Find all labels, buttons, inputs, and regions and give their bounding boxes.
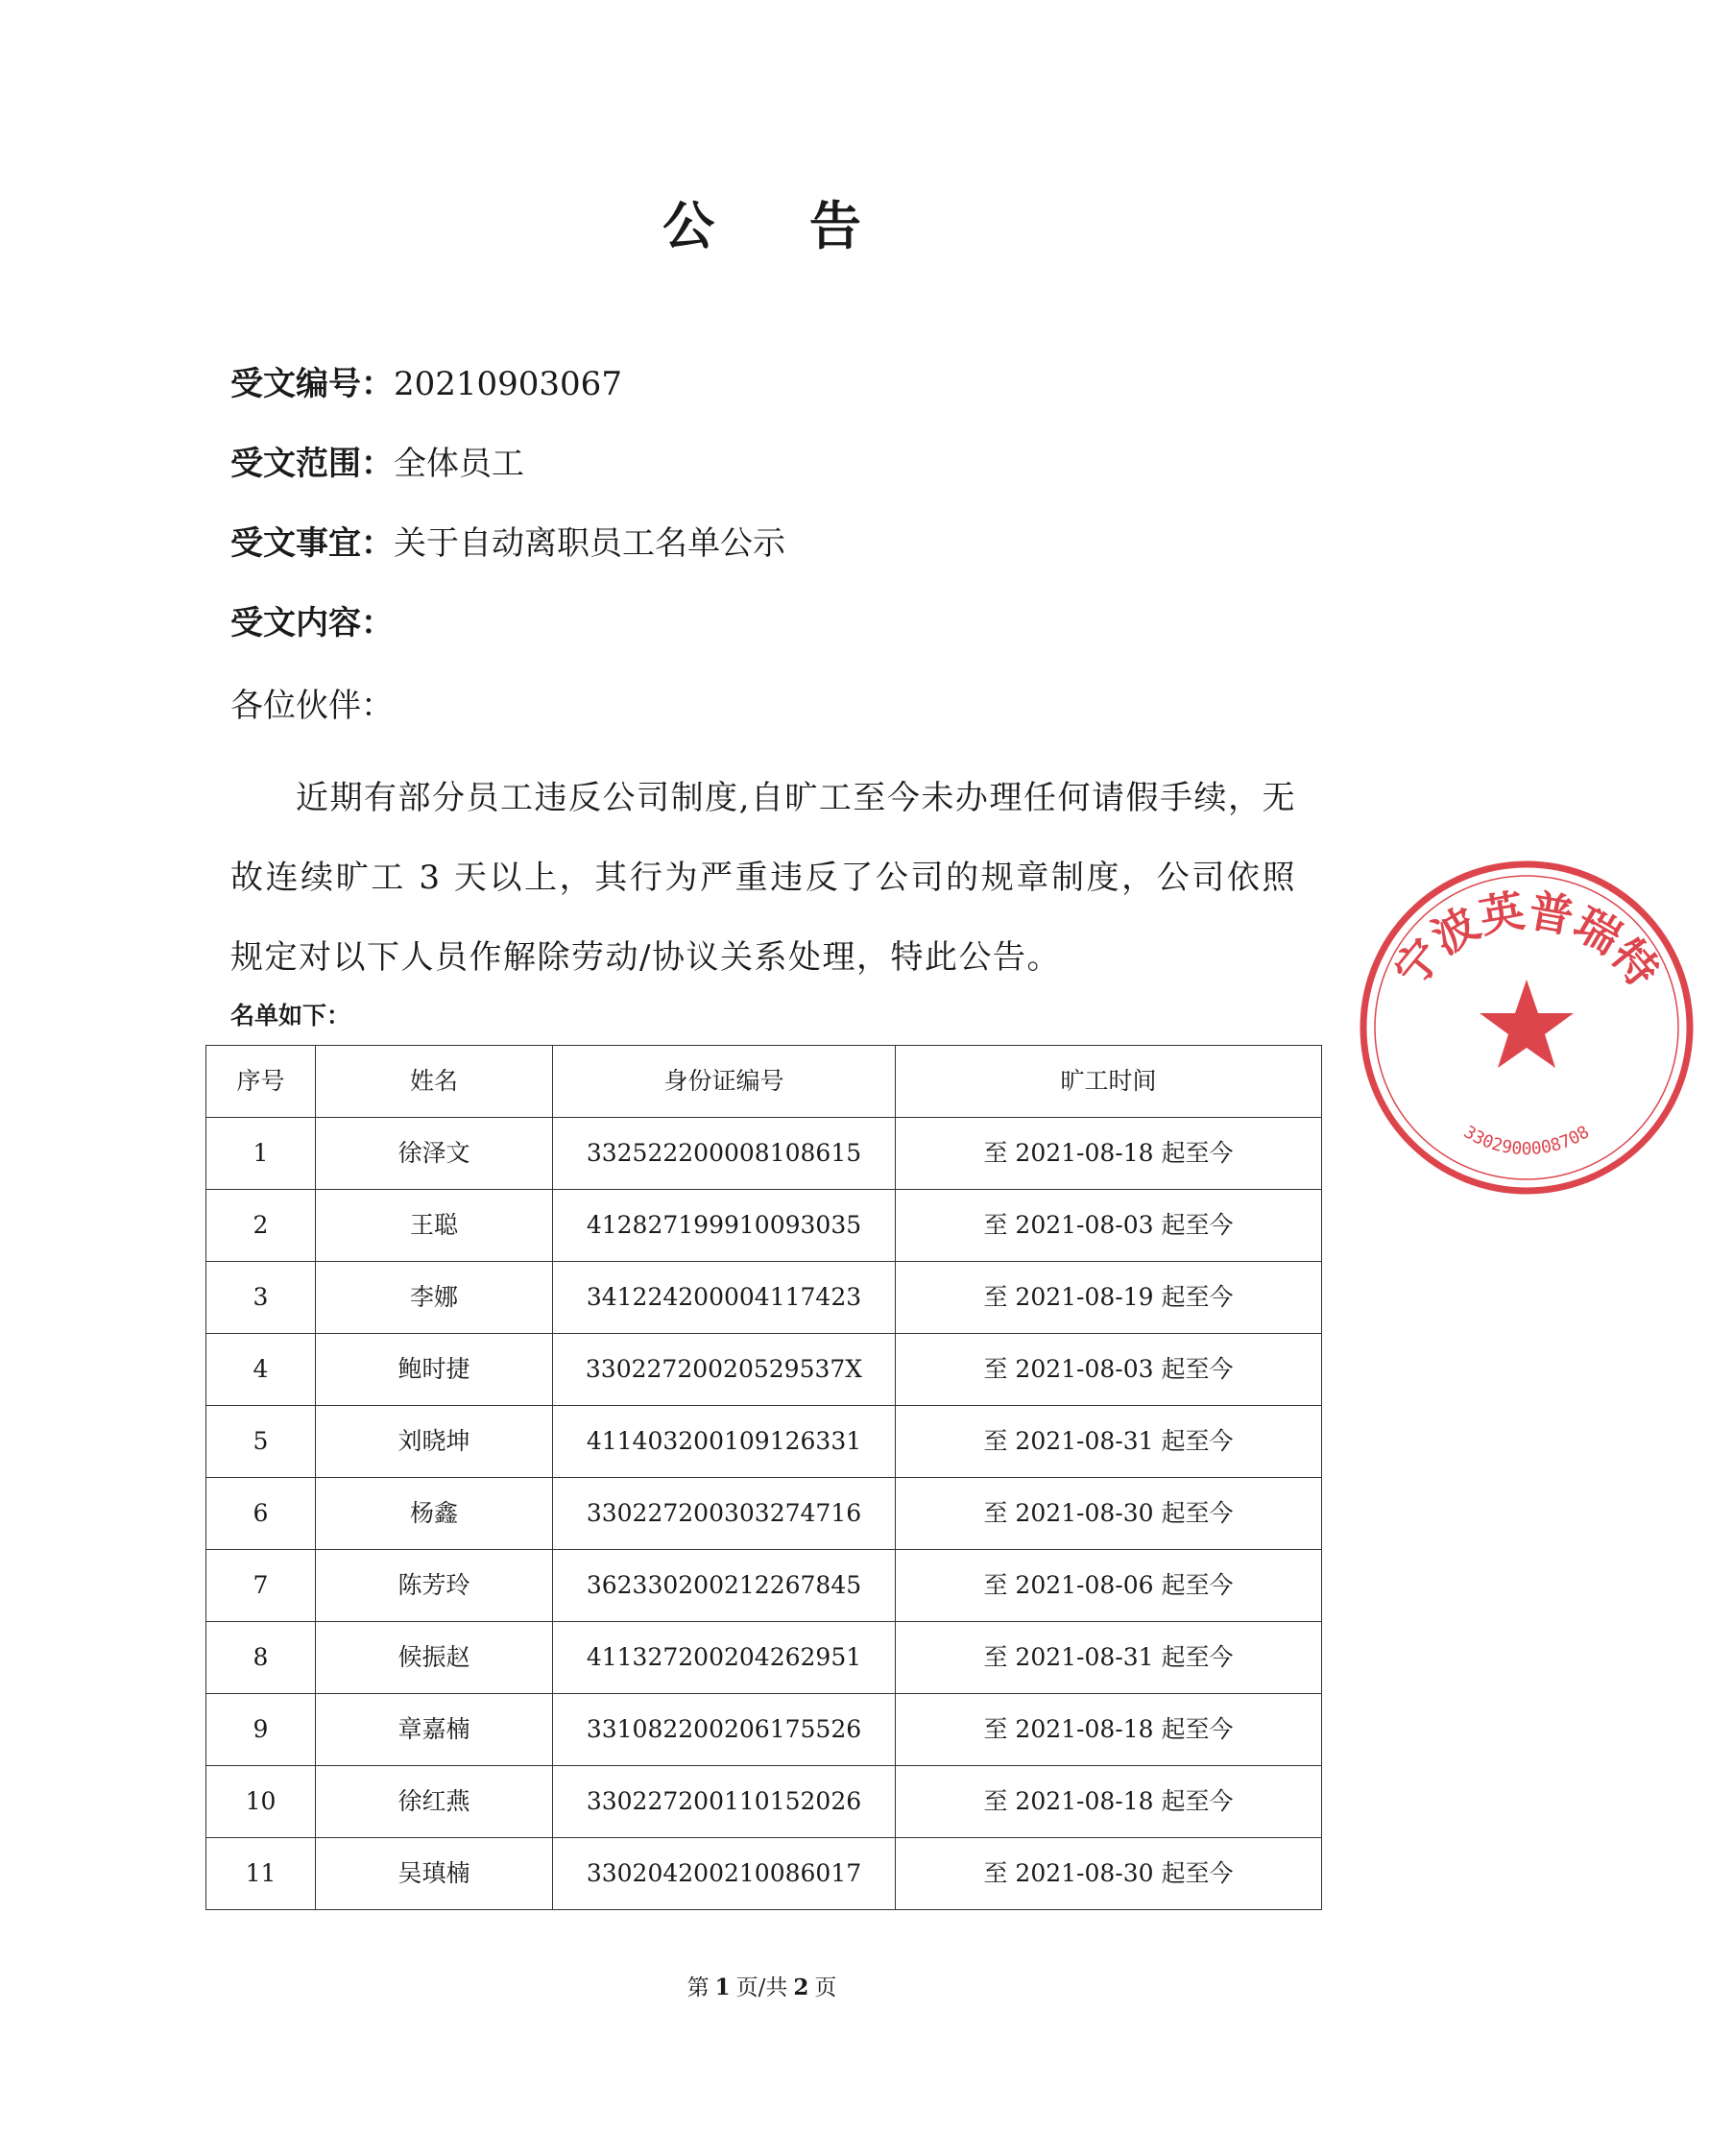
scope-line [230,440,524,488]
cell-index: 10 [206,1766,316,1838]
body-paragraph: 近期有部分员工违反公司制度,自旷工至今未办理任何请假手续，无故连续旷工 3 天以上，其行为严重违反了公司的规章制度，公司依照规定对以下人员作解除劳动/协议关系处理，特此公告。 [230,779,1296,977]
cell-name: 刘晓坤 [316,1406,553,1478]
scope-value: 全体员工 [394,445,524,483]
cell-index: 6 [206,1478,316,1550]
subject-value: 关于自动离职员工名单公示 [394,524,785,563]
seal-star-icon [1480,980,1574,1068]
cell-absence-time: 至 2021-08-03 起至今 [896,1190,1322,1262]
table-header-row [206,1046,1322,1118]
header-index: 序号 [206,1046,316,1118]
cell-index: 8 [206,1622,316,1694]
cell-absence-time: 至 2021-08-03 起至今 [896,1334,1322,1406]
cell-name: 徐红燕 [316,1766,553,1838]
footer-page-number: 1 [714,1974,731,2000]
cell-name: 鲍时捷 [316,1334,553,1406]
footer-middle: 页/共 [735,1975,788,2000]
cell-name: 李娜 [316,1262,553,1334]
table-row [206,1478,1322,1550]
cell-name: 王聪 [316,1190,553,1262]
table-row [206,1190,1322,1262]
cell-absence-time: 至 2021-08-31 起至今 [896,1622,1322,1694]
cell-id-number: 411403200109126331 [553,1406,896,1478]
cell-id-number: 330227200110152026 [553,1766,896,1838]
table-row [206,1406,1322,1478]
seal-company-name: 宁波英普瑞特 [1384,884,1670,997]
cell-index: 11 [206,1838,316,1910]
cell-id-number: 33022720020529537X [553,1334,896,1406]
table-row [206,1262,1322,1334]
cell-name: 陈芳玲 [316,1550,553,1622]
cell-name: 章嘉楠 [316,1694,553,1766]
list-caption: 名单如下： [230,1002,351,1030]
cell-id-number: 341224200004117423 [553,1262,896,1334]
doc-number-label: 受文编号： [230,365,394,403]
cell-id-number: 331082200206175526 [553,1694,896,1766]
cell-index: 2 [206,1190,316,1262]
cell-name: 杨鑫 [316,1478,553,1550]
cell-absence-time: 至 2021-08-18 起至今 [896,1694,1322,1766]
cell-id-number: 412827199910093035 [553,1190,896,1262]
cell-index: 5 [206,1406,316,1478]
cell-absence-time: 至 2021-08-30 起至今 [896,1838,1322,1910]
footer-suffix: 页 [814,1975,837,2000]
table-row [206,1334,1322,1406]
cell-id-number: 330204200210086017 [553,1838,896,1910]
footer-total-pages: 2 [793,1974,809,2000]
header-absence-time: 旷工时间 [896,1046,1322,1118]
salutation: 各位伙伴： [230,687,394,725]
cell-absence-time: 至 2021-08-18 起至今 [896,1118,1322,1190]
header-id-number: 身份证编号 [553,1046,896,1118]
table-row [206,1118,1322,1190]
cell-absence-time: 至 2021-08-30 起至今 [896,1478,1322,1550]
cell-id-number: 330227200303274716 [553,1478,896,1550]
doc-number-value: 20210903067 [394,365,622,403]
cell-name: 吴瑱楠 [316,1838,553,1910]
content-line [230,599,394,647]
cell-index: 7 [206,1550,316,1622]
footer-prefix: 第 [686,1975,710,2000]
cell-index: 9 [206,1694,316,1766]
cell-name: 徐泽文 [316,1118,553,1190]
table-row [206,1766,1322,1838]
cell-absence-time: 至 2021-08-19 起至今 [896,1262,1322,1334]
company-seal-stamp [1344,845,1709,1210]
subject-line [230,520,785,568]
page-title: 公 告 [662,195,900,256]
cell-id-number: 411327200204262951 [553,1622,896,1694]
subject-label: 受文事宜： [230,524,394,563]
table-row [206,1694,1322,1766]
header-name: 姓名 [316,1046,553,1118]
doc-number-line [230,360,622,408]
cell-id-number: 362330200212267845 [553,1550,896,1622]
cell-absence-time: 至 2021-08-31 起至今 [896,1406,1322,1478]
table-row [206,1550,1322,1622]
cell-name: 候振赵 [316,1622,553,1694]
table-row [206,1622,1322,1694]
content-label: 受文内容： [230,604,394,642]
cell-index: 4 [206,1334,316,1406]
cell-id-number: 332522200008108615 [553,1118,896,1190]
scope-label: 受文范围： [230,445,394,483]
cell-absence-time: 至 2021-08-18 起至今 [896,1766,1322,1838]
roster-table [205,1045,1322,1910]
table-row [206,1838,1322,1910]
page-footer [0,1974,1524,2002]
cell-absence-time: 至 2021-08-06 起至今 [896,1550,1322,1622]
cell-index: 1 [206,1118,316,1190]
cell-index: 3 [206,1262,316,1334]
seal-registration-number: 3302900008708 [1459,1122,1594,1160]
